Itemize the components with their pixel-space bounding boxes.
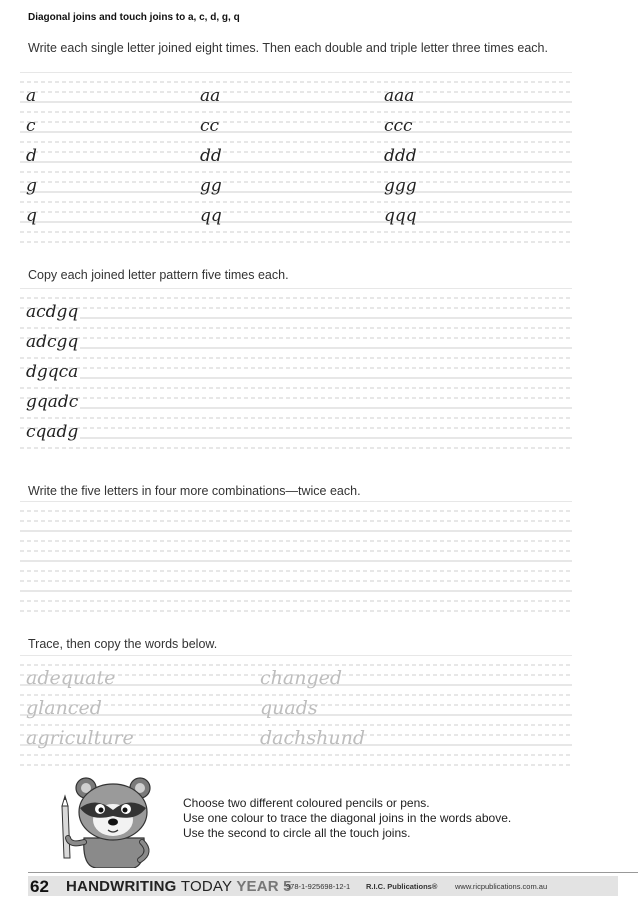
page-title: Diagonal joins and touch joins to a, c, d, g, q <box>28 12 240 23</box>
footer-rule <box>28 872 638 873</box>
trace-word-adequate: adequate <box>26 667 116 689</box>
letter-gg: gg <box>200 176 222 196</box>
publisher: R.I.C. Publications® <box>366 882 438 891</box>
callout-line-1: Choose two different coloured pencils or pens. <box>183 796 430 810</box>
brand-year: YEAR 5 <box>236 878 292 895</box>
letter-aaa: aaa <box>384 86 415 106</box>
trace-word-dachshund: dachshund <box>260 727 365 749</box>
pencil-icon <box>62 796 70 858</box>
callout-line-2: Use one colour to trace the diagonal joins in the words above. <box>183 811 512 825</box>
website: www.ricpublications.com.au <box>455 882 548 891</box>
pattern-3: dgqca <box>26 362 79 382</box>
trace-word-agriculture: agriculture <box>26 727 134 749</box>
letter-c: c <box>26 116 36 136</box>
letter-qqq: qqq <box>384 206 417 226</box>
letter-a: a <box>26 86 37 106</box>
pattern-4: gqadc <box>26 392 79 412</box>
letter-cc: cc <box>200 116 220 136</box>
raccoon-mascot-illustration <box>56 776 160 868</box>
trace-word-quads: quads <box>260 697 318 719</box>
letter-aa: aa <box>200 86 221 106</box>
callout-line-3: Use the second to circle all the touch joins. <box>183 826 411 840</box>
letter-ddd: ddd <box>384 146 417 166</box>
trace-word-glanced: glanced <box>26 697 102 719</box>
writing-lines-2 <box>20 288 572 458</box>
letter-ccc: ccc <box>384 116 413 136</box>
pattern-2: adcgq <box>26 332 79 352</box>
pattern-5: cqadg <box>26 422 79 442</box>
letter-qq: qq <box>200 206 222 226</box>
instruction-3: Write the five letters in four more combinations—twice each. <box>28 484 361 498</box>
letter-q: q <box>26 206 37 226</box>
instruction-2: Copy each joined letter pattern five times each. <box>28 268 289 282</box>
isbn: 978-1-925698-12-1 <box>286 882 351 891</box>
letter-d: d <box>26 146 37 166</box>
letter-dd: dd <box>200 146 222 166</box>
activity-callout <box>183 796 603 841</box>
instruction-4: Trace, then copy the words below. <box>28 637 218 651</box>
writing-lines-1 <box>20 72 572 250</box>
letter-g: g <box>26 176 37 196</box>
brand-bold: HANDWRITING <box>66 878 177 895</box>
page-footer <box>0 868 639 908</box>
page-number: 62 <box>30 877 49 896</box>
brand-light: TODAY <box>180 878 233 895</box>
pattern-1: acdgq <box>26 302 79 322</box>
writing-lines-3 <box>20 501 572 616</box>
instruction-1: Write each single letter joined eight times. Then each double and triple letter three times each. <box>28 41 548 55</box>
letter-ggg: ggg <box>384 176 417 196</box>
book-brand <box>66 878 292 895</box>
trace-word-changed: changed <box>260 667 343 689</box>
